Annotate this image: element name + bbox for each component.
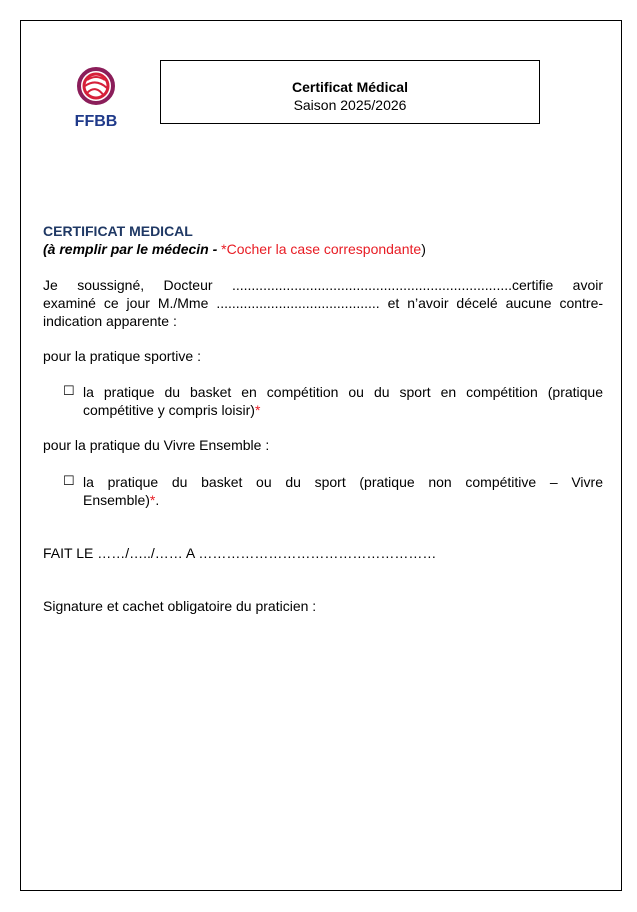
doctor-name-field: ........................................................................ <box>231 277 513 293</box>
certify-text: et n’avoir décelé aucune contre- <box>387 295 604 311</box>
option-text: Ensemble) <box>83 492 150 508</box>
subheading-close: ) <box>421 241 426 257</box>
section-heading: CERTIFICAT MEDICAL <box>43 223 193 239</box>
sport-label: pour la pratique sportive : <box>43 348 201 364</box>
certify-text: certifie avoir <box>512 277 603 293</box>
section-subheading <box>43 240 603 258</box>
option-text: compétitive y compris loisir) <box>83 402 255 418</box>
basketball-logo-icon <box>70 66 122 132</box>
subheading-note: *Cocher la case correspondante <box>221 241 422 257</box>
option-vivre-line-1: la pratique du basket ou du sport (pratique non compétitive – Vivre <box>83 474 603 490</box>
asterisk: * <box>149 492 156 508</box>
certify-line-2 <box>43 294 603 312</box>
asterisk: * <box>254 402 261 418</box>
date-place-field: FAIT LE ……/…../…… A …………………………………………… <box>43 545 437 561</box>
certify-line-3: indication apparente : <box>43 313 177 329</box>
document-page <box>20 20 622 891</box>
ffbb-logo <box>70 66 122 132</box>
signature-label: Signature et cachet obligatoire du praticien : <box>43 598 317 614</box>
option-competition-line-2 <box>83 401 603 419</box>
option-competition-line-1: la pratique du basket en compétition ou du sport en compétition (pratique <box>83 384 603 400</box>
subheading-instruction: (à remplir par le médecin - <box>43 241 222 257</box>
period: . <box>155 492 160 508</box>
certify-text: examiné ce jour M./Mme <box>43 295 209 311</box>
checkbox-vivre-ensemble[interactable]: ☐ <box>63 473 75 488</box>
checkbox-competition[interactable]: ☐ <box>63 383 75 398</box>
option-vivre-line-2 <box>83 491 603 509</box>
certify-line-1 <box>43 276 603 294</box>
svg-text:FFBB: FFBB <box>74 113 118 130</box>
patient-name-field: .......................................... <box>216 295 380 311</box>
certify-text: Je soussigné, Docteur <box>43 277 213 293</box>
document-title: Certificat Médical <box>292 79 408 95</box>
season-label: Saison 2025/2026 <box>293 97 407 113</box>
vivre-label: pour la pratique du Vivre Ensemble : <box>43 437 270 453</box>
title-box <box>160 60 540 124</box>
